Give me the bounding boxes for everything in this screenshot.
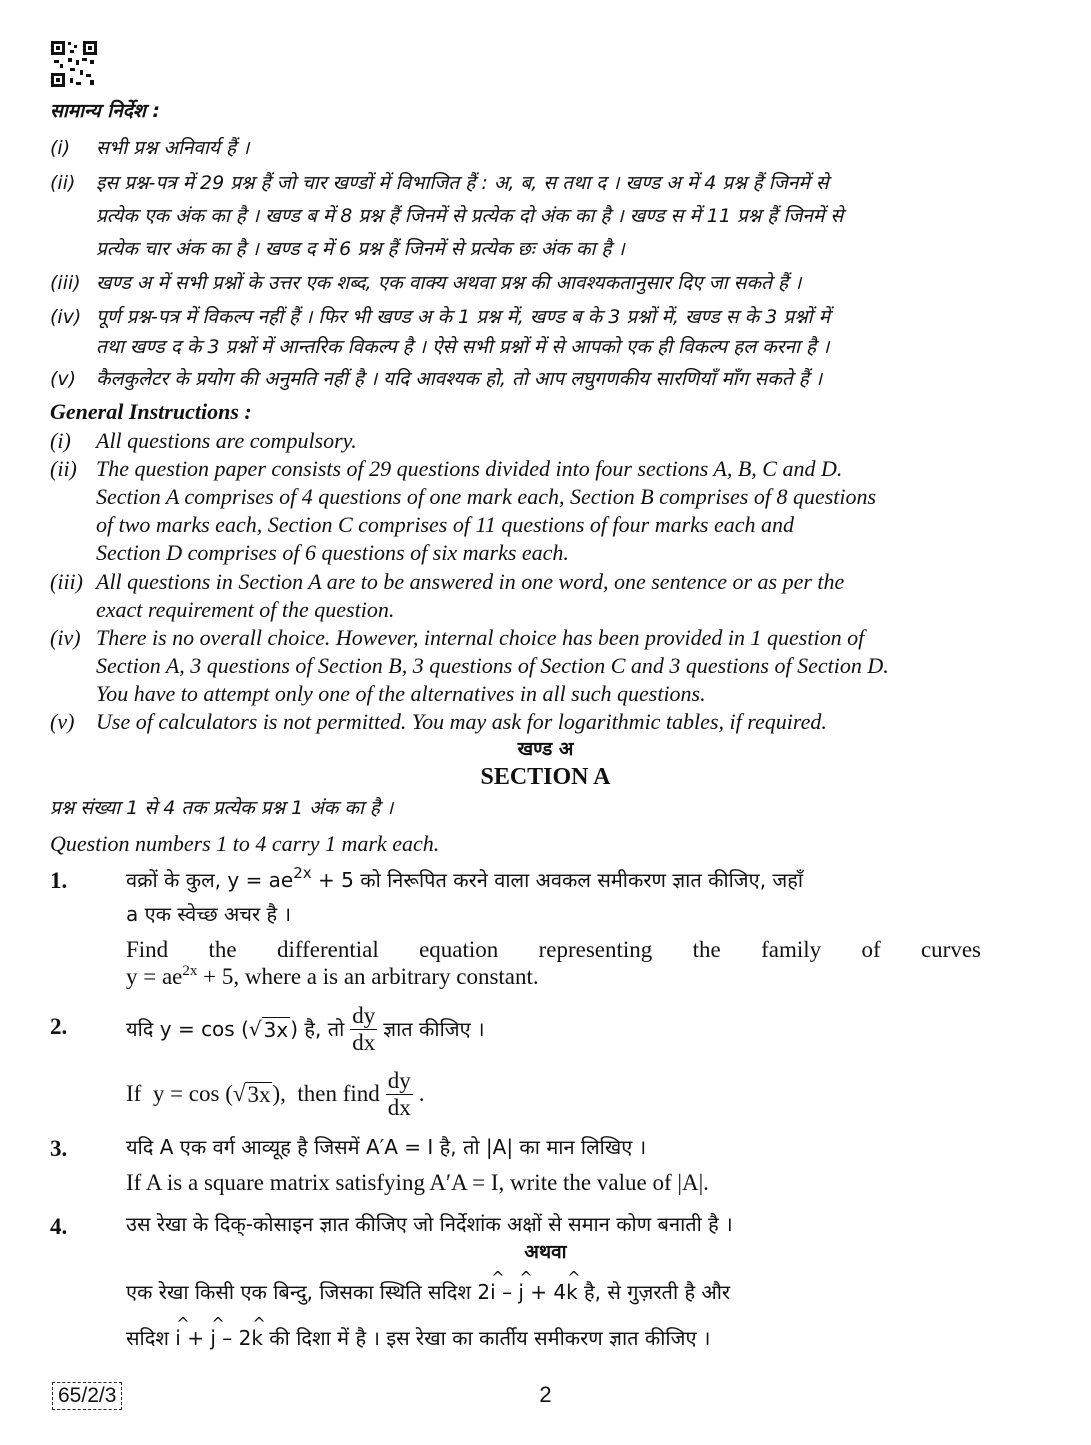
question-number: 4.	[50, 1214, 68, 1239]
english-instruction-line: Section A, 3 questions of Section B, 3 questions of Section C and 3 questions of Section D.	[96, 653, 889, 678]
question-4-hindi: उस रेखा के दिक्-कोसाइन ज्ञात कीजिए जो निर्देशांक अक्षों से समान कोण बनाती है ।	[126, 1212, 733, 1236]
hindi-instructions-heading: सामान्य निर्देश :	[50, 100, 160, 122]
hindi-instruction-item: (v) कैलकुलेटर के प्रयोग की अनुमति नहीं है । यदि आवश्यक हो, तो आप लघुगणकीय सारणियाँ माँग सकते हैं ।	[50, 368, 823, 390]
radicand: 3x	[263, 1017, 289, 1042]
question-1-english-line2: $y = ae^{2x} + 5$, where a is an arbitrary constant.	[126, 963, 539, 989]
hindi-instruction-item: (iii) खण्ड अ में सभी प्रश्नों के उत्तर एक शब्द, एक वाक्य अथवा प्रश्न की आवश्यकतानुसार दिए जा सकते हैं ।	[50, 272, 802, 294]
question-3-hindi: यदि A एक वर्ग आव्यूह है जिसमें A′A = I है, तो |A| का मान लिखिए ।	[126, 1135, 647, 1159]
english-instruction-line: of two marks each, Section C comprises of 11 questions of four marks each and	[96, 512, 795, 537]
section-english-note: Question numbers 1 to 4 carry 1 mark each.	[50, 831, 440, 856]
page-number: 2	[539, 1382, 552, 1407]
question-4-or-line2: सदिश ^ i + ^ j – 2^ k की दिशा में है । इस रेखा का कार्तीय समीकरण ज्ञात कीजिए ।	[126, 1322, 710, 1354]
question-1-english: Find the differential equation representing the family of curves	[126, 937, 981, 962]
unit-vector-k: ^ k	[251, 1322, 263, 1354]
english-instruction-item: (iv) There is no overall choice. However, internal choice has been provided in 1 question of	[50, 625, 865, 650]
unit-vector-j: ^ j	[518, 1276, 524, 1308]
hindi-instruction-item: (i) सभी प्रश्न अनिवार्य हैं ।	[50, 137, 250, 159]
english-instruction-item: (i) All questions are compulsory.	[50, 428, 357, 453]
question-2-english: If y = cos ( √ 3x ), then find $\frac{dy}{dx}$ .	[126, 1067, 425, 1120]
question-1-hindi-line2: a एक स्वेच्छ अचर है ।	[126, 902, 292, 926]
section-english-title: SECTION A	[480, 764, 611, 790]
unit-vector-j: ^ j	[210, 1322, 216, 1354]
radical-sign: √	[232, 1081, 246, 1106]
english-instructions-heading: General Instructions :	[50, 399, 252, 424]
hindi-instruction-item: (ii) इस प्रश्न-पत्र में 29 प्रश्न हैं जो चार खण्डों में विभाजित हैं : अ, ब, स तथा द । खण्ड अ में 4 प्रश्न हैं जिनमें से	[50, 172, 829, 194]
english-instruction-line: Section A comprises of 4 questions of one mark each, Section B comprises of 8 questions	[96, 484, 877, 509]
radicand: 3x	[247, 1081, 271, 1107]
hindi-instruction-line: प्रत्येक चार अंक का है । खण्ड द में 6 प्रश्न हैं जिनमें से प्रत्येक छः अंक का है ।	[96, 238, 625, 260]
hindi-instruction-line: प्रत्येक एक अंक का है । खण्ड ब में 8 प्रश्न हैं जिनमें से प्रत्येक दो अंक का है । खण्ड स में 11 प्रश्न हैं जिनमें से	[96, 205, 844, 227]
derivative-fraction: $\frac{dy}{dx}$	[387, 1067, 411, 1120]
question-3-english: If A is a square matrix satisfying A′A = I, write the value of |A|.	[126, 1170, 709, 1195]
paper-code: 65/2/3	[52, 1382, 122, 1410]
english-instruction-line: You have to attempt only one of the alternatives in all such questions.	[96, 681, 706, 706]
hindi-instruction-line: तथा खण्ड द के 3 प्रश्नों में आन्तरिक विकल्प है । ऐसे सभी प्रश्नों में से आपको एक ही विकल्प हल करना है ।	[96, 336, 830, 358]
question-number: 3.	[50, 1136, 68, 1161]
question-2-hindi: यदि y = cos ( √ 3x ) है, तो $\frac{dy}{dx}$ ज्ञात कीजिए ।	[126, 1002, 485, 1055]
question-1-hindi: वक्रों के कुल, $y = ae^{2x} + 5$ को निरूपित करने वाला अवकल समीकरण ज्ञात कीजिए, जहाँ	[126, 864, 804, 892]
question-number: 2.	[50, 1014, 68, 1039]
hindi-instruction-item: (iv) पूर्ण प्रश्न-पत्र में विकल्प नहीं हैं । फिर भी खण्ड अ के 1 प्रश्न में, खण्ड ब के 3 प्रश्नों में, खण्ड स के 3 प्रश्नों में	[50, 306, 830, 328]
english-instruction-item: (iii) All questions in Section A are to be answered in one word, one sentence or as per the	[50, 569, 845, 594]
question-4-or-line1: एक रेखा किसी एक बिन्दु, जिसका स्थिति सदिश 2^ i – ^ j + 4^ k है, से गुज़रती है और	[126, 1276, 730, 1308]
derivative-fraction: $\frac{dy}{dx}$	[352, 1002, 376, 1055]
or-label: अथवा	[524, 1241, 567, 1263]
section-hindi-title: खण्ड अ	[517, 738, 574, 760]
unit-vector-i: ^ i	[490, 1276, 496, 1308]
unit-vector-i: ^ i	[175, 1322, 181, 1354]
unit-vector-k: ^ k	[566, 1276, 578, 1308]
english-instruction-line: Section D comprises of 6 questions of six marks each.	[96, 540, 569, 565]
english-instruction-item: (ii) The question paper consists of 29 questions divided into four sections A, B, C and D.	[50, 456, 843, 481]
radical-sign: √	[248, 1017, 262, 1041]
section-hindi-note: प्रश्न संख्या 1 से 4 तक प्रत्येक प्रश्न 1 अंक का है ।	[50, 797, 394, 819]
question-number: 1.	[50, 868, 68, 893]
qr-code-icon	[50, 40, 98, 88]
english-instruction-item: (v) Use of calculators is not permitted. You may ask for logarithmic tables, if required.	[50, 709, 827, 734]
english-instruction-line: exact requirement of the question.	[96, 597, 395, 622]
